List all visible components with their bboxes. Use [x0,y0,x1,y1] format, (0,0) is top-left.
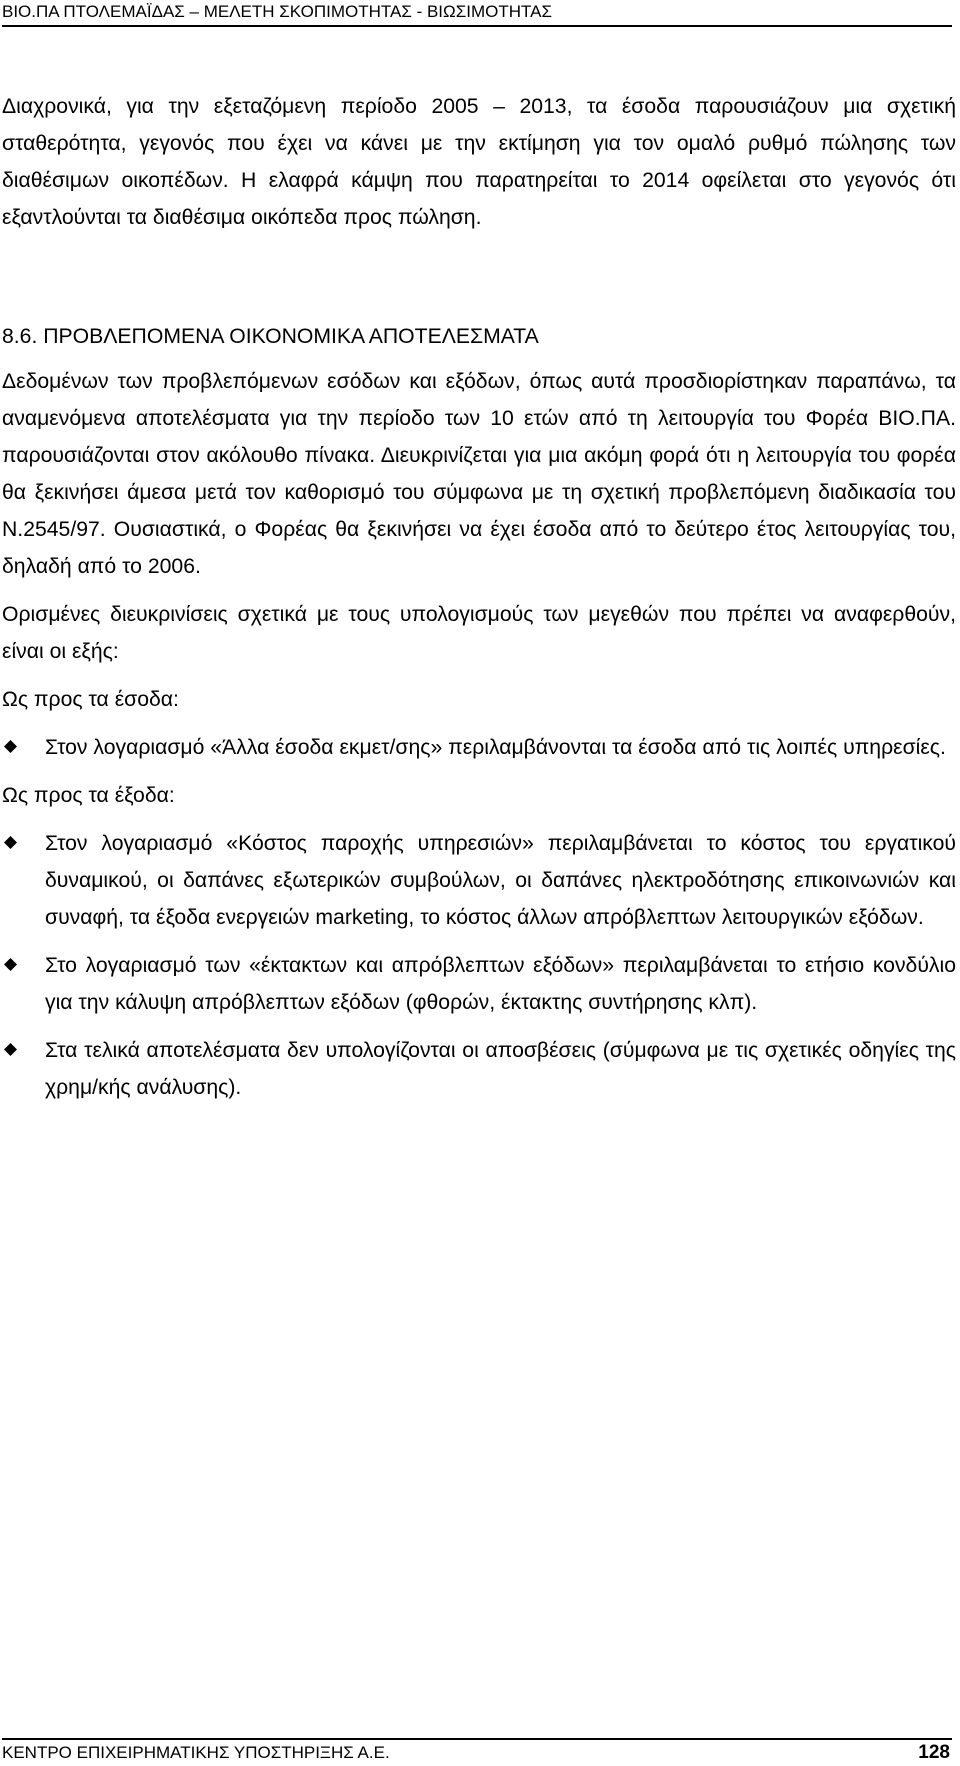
footer-organization: ΚΕΝΤΡΟ ΕΠΙΧΕΙΡΗΜΑΤΙΚΗΣ ΥΠΟΣΤΗΡΙΞΗΣ Α.Ε. [2,1743,390,1762]
bullet-text: Στον λογαριασμό «Κόστος παροχής υπηρεσιών» περιλαμβάνεται το κόστος του εργατικού δυναμικού, οι δαπάνες εξωτερικών συμβούλων, οι δαπάνες ηλεκτροδότησης επικοινωνιών και συναφή, τα έξοδα ενεργειών marketing, το κόστος άλλων απρόβλεπτων λειτουργικών εξόδων. [45,832,956,929]
section-paragraph-2: Ορισμένες διευκρινίσεις σχετικά με τους υπολογισμούς των μεγεθών που πρέπει να αναφερθούν, είναι οι εξής: [2,603,956,663]
diamond-bullet-icon [4,1043,17,1056]
income-label: Ως προς τα έσοδα: [2,688,179,711]
bullet-text: Στα τελικά αποτελέσματα δεν υπολογίζονται οι αποσβέσεις (σύμφωνα με τις σχετικές οδηγίες της χρημ/κής ανάλυσης). [45,1039,956,1099]
bullet-text: Στον λογαριασμό «Άλλα έσοδα εκμετ/σης» περιλαμβάνονται τα έσοδα από τις λοιπές υπηρεσίες. [45,736,946,759]
page-body [2,88,956,1117]
list-item [2,825,956,936]
diamond-bullet-icon [4,958,17,971]
intro-paragraph: Διαχρονικά, για την εξεταζόμενη περίοδο 2005 – 2013, τα έσοδα παρουσιάζουν μια σχετική σταθερότητα, γεγονός που έχει να κάνει με την εκτίμηση για τον ομαλό ρυθμό πώλησης των διαθέσιμων οικοπέδων. Η ελαφρά κάμψη που παρατηρείται το 2014 οφείλεται στο γεγονός ότι εξαντλούνται τα διαθέσιμα οικόπεδα προς πώληση. [2,95,956,229]
expense-label: Ως προς τα έξοδα: [2,784,175,807]
diamond-bullet-icon [4,836,17,849]
income-bullet-list [2,729,956,766]
header-title: ΒΙΟ.ΠΑ ΠΤΟΛΕΜΑΪΔΑΣ – ΜΕΛΕΤΗ ΣΚΟΠΙΜΟΤΗΤΑΣ - ΒΙΩΣΙΜΟΤΗΤΑΣ [2,2,552,21]
expense-bullet-list [2,825,956,1106]
list-item [2,1032,956,1106]
list-item [2,729,956,766]
list-item [2,947,956,1021]
running-footer [2,1738,952,1765]
page-number: 128 [918,1742,950,1763]
section-paragraph-1: Δεδομένων των προβλεπόμενων εσόδων και εξόδων, όπως αυτά προσδιορίστηκαν παραπάνω, τα αναμενόμενα αποτελέσματα για την περίοδο των 10 ετών από τη λειτουργία του Φορέα ΒΙΟ.ΠΑ. παρουσιάζονται στον ακόλουθο πίνακα. Διευκρινίζεται για μια ακόμη φορά ότι η λειτουργία του φορέα θα ξεκινήσει άμεσα μετά τον καθορισμό του σύμφωνα με τη σχετική προβλεπόμενη διαδικασία του Ν.2545/97. Ουσιαστικά, ο Φορέας θα ξεκινήσει να έχει έσοδα από το δεύτερο έτος λειτουργίας του, δηλαδή από το 2006. [2,370,956,578]
section-heading: 8.6. ΠΡΟΒΛΕΠΟΜΕΝΑ ΟΙΚΟΝΟΜΙΚΑ ΑΠΟΤΕΛΕΣΜΑΤΑ [2,325,539,348]
diamond-bullet-icon [4,740,17,753]
running-header [2,0,952,27]
bullet-text: Στο λογαριασμό των «έκτακτων και απρόβλεπτων εξόδων» περιλαμβάνεται το ετήσιο κονδύλιο για την κάλυψη απρόβλεπτων εξόδων (φθορών, έκτακτης συντήρησης κλπ). [45,954,956,1014]
